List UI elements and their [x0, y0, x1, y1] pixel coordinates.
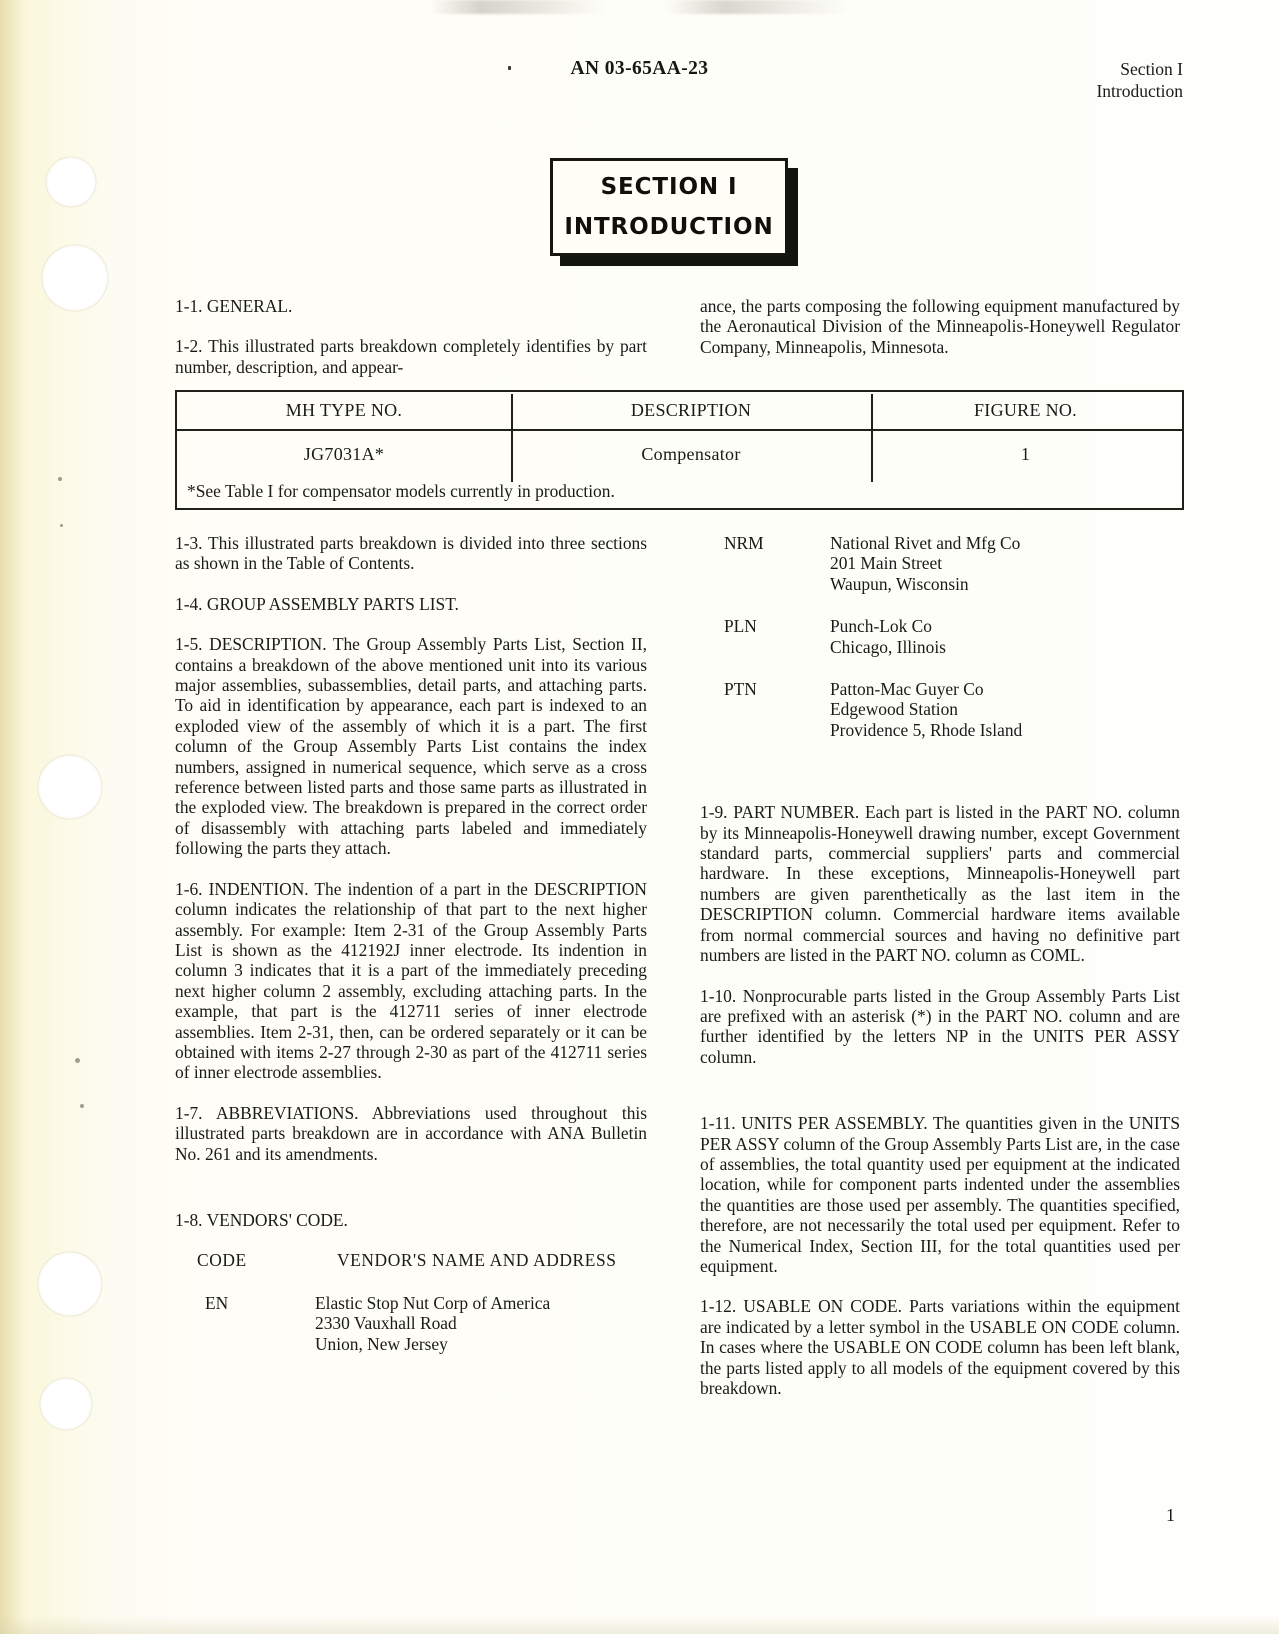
paragraph-1-6: 1-6. INDENTION. The indention of a part in the DESCRIPTION column indicates the relationship of that part to the next higher assembly. For example: Item 2-31 of the Group Assembly Parts List is shown as the 412192J inner electrode. Its indention in column 3 indicates that it is a part of the immediately preceding next higher column 2 assembly, excluding attaching parts. In the example, that part is the 412711 series of inner electrode assemblies. Item 2-31, then, can be ordered separately or it can be obtained with items 2-27 through 2-30 as part of the 412711 series of inner electrode assemblies. [175, 878, 647, 1083]
vendor-address-line: Elastic Stop Nut Corp of America [315, 1292, 551, 1313]
plaque-box [550, 158, 788, 256]
paragraph-1-1: 1-1. GENERAL. [175, 296, 293, 316]
paragraph-1-2-continued: ance, the parts composing the following equipment manufactured by the Aeronautical Division of the Minneapolis-Honeywell Regulator Company, Minneapolis, Minnesota. [700, 296, 1180, 357]
column-header-description: DESCRIPTION [630, 400, 752, 420]
vendor-address-line: 2330 Vauxhall Road [315, 1313, 457, 1334]
section-identifier [1096, 58, 1183, 102]
cell-figure-no: 1 [1020, 443, 1031, 464]
column-header-figure-no: FIGURE NO. [973, 400, 1077, 420]
vendor-header-code: CODE [197, 1250, 247, 1271]
running-head [0, 58, 1279, 104]
table-footnote: *See Table I for compensator models currently in production. [187, 481, 615, 501]
vendor-code: NRM [724, 533, 764, 553]
bottom-edge-shading [0, 1616, 1279, 1634]
vendor-entry [700, 533, 1180, 594]
punch-hole [38, 755, 102, 819]
vendor-address [830, 679, 1180, 740]
scan-speck [75, 1058, 80, 1063]
scan-speck [80, 1104, 84, 1108]
spacer [700, 1087, 1180, 1113]
vendor-address-line: Patton-Mac Guyer Co [830, 679, 984, 700]
plaque-title-line-2: INTRODUCTION [564, 214, 774, 240]
vendor-code: EN [205, 1292, 229, 1313]
vendor-entry [700, 616, 1180, 657]
vendor-address [830, 616, 1180, 657]
section-title-plaque [550, 158, 798, 266]
paragraph-1-10: 1-10. Nonprocurable parts listed in the Group Assembly Parts List are prefixed with an asterisk (*) in the PART NO. column and are further identified by the letters NP in the UNITS PER ASSY column. [700, 985, 1180, 1067]
equipment-table [175, 390, 1184, 510]
punch-hole [38, 1252, 102, 1316]
spacer [700, 762, 1180, 802]
paragraph-1-11: 1-11. UNITS PER ASSEMBLY. The quantities given in the UNITS PER ASSY column of the Group Assembly Parts List are, in the case of assemblies, the total quantity used per equipment at the indicated location, while for component parts indented under the assemblies the quantities are those used per assembly. The quantities specified, therefore, are not necessarily the total used per equipment. Refer to the Numerical Index, Section III, for the total quantities used per equipment. [700, 1113, 1180, 1276]
column-header-mh-type-no: MH TYPE NO. [285, 400, 403, 420]
paragraph-1-8: 1-8. VENDORS' CODE. [175, 1209, 348, 1230]
spacer [175, 1184, 647, 1210]
cell-mh-type-no: JG7031A* [303, 443, 385, 464]
document-number: AN 03-65AA-23 [570, 58, 709, 79]
table-row [177, 431, 1182, 477]
body-left-column [175, 533, 647, 1376]
vendor-code: PTN [724, 679, 757, 700]
page-number: 1 [1166, 1505, 1175, 1525]
vendor-header-name-address: VENDOR'S NAME AND ADDRESS [337, 1250, 617, 1271]
vendor-address-line: National Rivet and Mfg Co [830, 533, 1021, 553]
plaque-title-line-1: SECTION I [600, 174, 738, 200]
vendor-address-line: 201 Main Street [830, 553, 943, 574]
vendor-address-line: Providence 5, Rhode Island [830, 719, 1023, 740]
cell-description: Compensator [641, 443, 741, 464]
vendor-address-line: Union, New Jersey [315, 1333, 448, 1354]
vendor-code: PLN [724, 616, 757, 637]
vendor-entry [175, 1293, 647, 1354]
intro-left-column [175, 296, 647, 397]
paragraph-1-12: 1-12. USABLE ON CODE. Parts variations within the equipment are indicated by a letter symbol in the USABLE ON CODE column. In cases where the USABLE ON CODE column has been left blank, the parts listed apply to all models of the equipment covered by this breakdown. [700, 1296, 1180, 1398]
paragraph-1-2: 1-2. This illustrated parts breakdown completely identifies by part number, description, and appear- [175, 336, 647, 377]
paragraph-1-7: 1-7. ABBREVIATIONS. Abbreviations used throughout this illustrated parts breakdown are in accordance with ANA Bulletin No. 261 and its amendments. [175, 1102, 647, 1164]
punch-hole [46, 157, 96, 207]
punch-hole [42, 245, 108, 311]
table-header-row [177, 392, 1182, 429]
section-subtitle: Introduction [1096, 81, 1183, 101]
vendor-address [315, 1293, 647, 1354]
left-edge-shading [0, 0, 26, 1634]
body-right-column [700, 533, 1180, 1418]
vendor-address-line: Waupun, Wisconsin [830, 573, 969, 594]
intro-right-column [700, 296, 1180, 377]
vendor-address-line: Chicago, Illinois [830, 636, 946, 657]
paragraph-1-4: 1-4. GROUP ASSEMBLY PARTS LIST. [175, 593, 459, 614]
vendor-address-line: Edgewood Station [830, 699, 959, 720]
vendor-address [830, 533, 1180, 594]
paragraph-1-3: 1-3. This illustrated parts breakdown is divided into three sections as shown in the Table of Contents. [175, 533, 647, 574]
scan-speck [60, 524, 63, 527]
vendor-entry [700, 679, 1180, 740]
paragraph-1-5: 1-5. DESCRIPTION. The Group Assembly Parts List, Section II, contains a breakdown of the above mentioned unit into its various major assemblies, subassemblies, detail parts, and attaching parts. To aid in identification by appearance, each part is indexed to an exploded view of the assembly of which it is a part. The first column of the Group Assembly Parts List contains the index numbers, assigned in numerical sequence, which serve as a cross reference between listed parts and those same parts as illustrated in the exploded view. The breakdown is prepared in the correct order of disassembly with attaching parts labeled and immediately following the parts they attach. [175, 634, 647, 859]
vendor-table-header [175, 1250, 647, 1270]
scan-smudge [430, 0, 850, 14]
punch-hole [40, 1378, 92, 1430]
scan-speck [58, 477, 62, 481]
vendor-address-line: Punch-Lok Co [830, 616, 932, 637]
section-label: Section I [1120, 59, 1183, 79]
paragraph-1-9: 1-9. PART NUMBER. Each part is listed in the PART NO. column by its Minneapolis-Honeywell drawing number, except Government standard parts, commercial suppliers' parts and commercial hardware. In these exceptions, Minneapolis-Honeywell part numbers are given parenthetically as the last item in the DESCRIPTION column. Commercial hardware items available from normal commercial sources and having no definitive part numbers are listed in the PART NO. column as COML. [700, 802, 1180, 966]
